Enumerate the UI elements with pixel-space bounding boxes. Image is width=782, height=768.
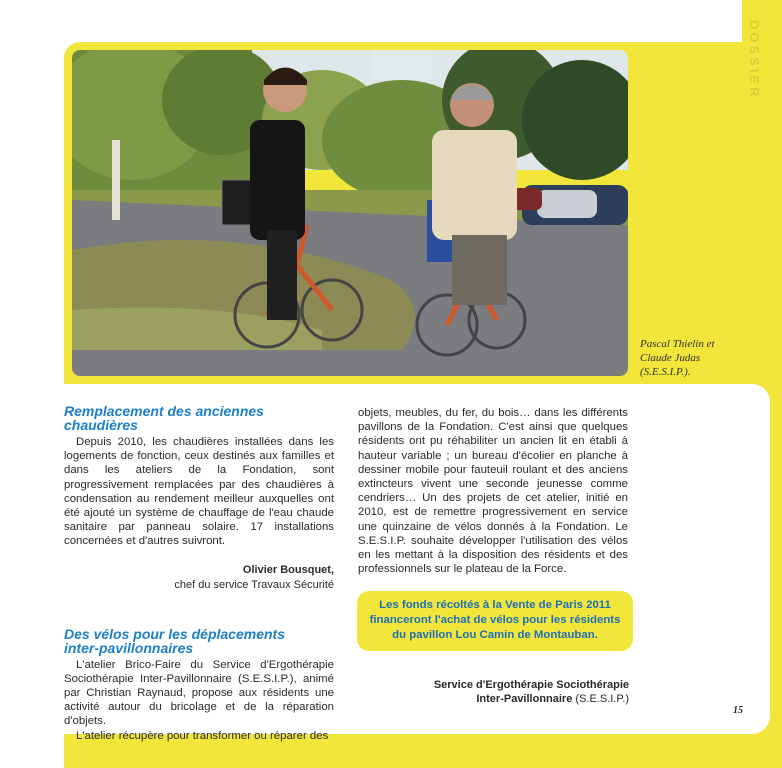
article2-paragraph2-start: L'atelier récupère pour transformer ou réparer des: [76, 729, 329, 742]
right-column: [358, 406, 628, 576]
article2-heading-line: Des vélos pour les déplacements: [64, 625, 285, 642]
left-column: [64, 404, 334, 743]
caption-line: Pascal Thielin et: [640, 338, 715, 350]
page-number: 15: [733, 705, 743, 716]
highlight-line: Les fonds récoltés à la Vente de Paris 2011: [379, 599, 611, 611]
photo-caption: [640, 337, 750, 379]
highlight-line: financeront l'achat de vélos pour les résidents: [369, 614, 621, 626]
article2-heading: [64, 627, 334, 655]
signature-bold: Inter-Pavillonnaire: [476, 693, 573, 705]
caption-line: Claude Judas: [640, 352, 701, 364]
section-tab-label: DOSSIER: [747, 20, 762, 100]
caption-line: (S.E.S.I.P.).: [640, 366, 691, 378]
article2-signature: [400, 678, 629, 706]
signature-role: chef du service Travaux Sécurité: [174, 578, 334, 591]
signature-line: [400, 692, 629, 706]
article1-body: Depuis 2010, les chaudières installées dans les logements de fonction, ceux destinés aux familles et dans les ateliers de la Fondation, sont progressivement remplacées par des chaudières à condensation au rendement meilleur auxquelles ont été ajouté un système de chauffage de l'eau chaude sanitaire par panneau solaire. 17 installations concernées et d'autres suivront.: [64, 436, 334, 548]
signature-rest: (S.E.S.I.P.): [575, 693, 629, 705]
highlight-callout: [357, 591, 633, 651]
article1-signature: [64, 563, 334, 593]
article2-heading-line: inter-pavillonnaires: [64, 639, 194, 656]
signature-line: Service d'Ergothérapie Sociothérapie: [433, 679, 629, 691]
yellow-bottom-strip: [376, 736, 782, 768]
highlight-line: du pavillon Lou Camin de Montauban.: [392, 629, 598, 641]
cyclists-photo: [72, 50, 628, 376]
article1-heading: Remplacement des anciennes chaudières: [64, 403, 264, 433]
article2-paragraph2-continued: objets, meubles, du fer, du bois… dans les différents pavillons de la Fondation. C'est ainsi que quelques résidents ont pu réhabiliter un ancien lit en établi à hauteur variable ; un bureau d'écolier en planche à dessiner mobile pour fauteuil roulant et des anciens extincteurs vivent une seconde jeunesse comme cendriers… Un des projets de cet atelier, initié en 2010, est de remettre progressivement en service une quinzaine de vélos donnés à la Fondation. Le S.E.S.I.P. souhaite développer l'utilisation des vélos en les mettant à la disposition des résidents et des professionnels sur le plateau de la Force.: [358, 407, 628, 576]
signature-name: Olivier Bousquet,: [242, 563, 334, 576]
article2-paragraph1: L'atelier Brico-Faire du Service d'Ergothérapie Sociothérapie Inter-Pavillonnaire (S.E.S.I.P.), animé par Christian Raynaud, propose aux résidents une activité autour du bricolage et de la réparation d'objets.: [64, 658, 334, 728]
